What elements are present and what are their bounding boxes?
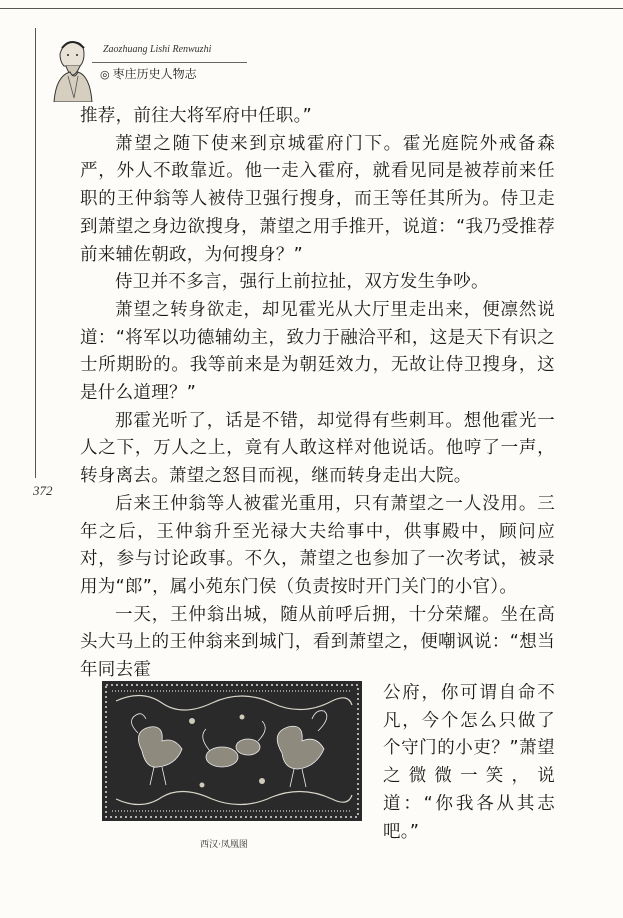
paragraph: 萧望之转身欲走，却见霍光从大厅里走出来，便凛然说道：“将军以功德辅幼主，致力于融洽平和，这是天下有识之士所期盼的。我等前来是为朝廷效力，无故让侍卫搜身，这是什么道理？”	[80, 299, 555, 404]
figure	[102, 681, 364, 839]
page-number: 372	[33, 483, 53, 498]
paragraph: 后来王仲翁等人被霍光重用，只有萧望之一人没用。三年之后，王仲翁升至光禄大夫给事中，供事殿中，顾问应对，参与讨论政事。不久，萧望之也参加了一次考试，被录用为“郎”，属小苑东门侯（负责按时开门关门的小官）。	[80, 493, 555, 597]
wrapped-paragraph: 公府，你可谓自命不凡，今个怎么只做了个守门的小吏？”萧望之微微一笑，说道：“你我各从其志吧。”	[383, 683, 555, 842]
side-rule	[35, 28, 36, 478]
double-circle-icon: ◎	[100, 68, 110, 81]
figure-caption: 西汉·凤凰图	[200, 840, 248, 850]
series-title-english: Zaozhuang Lishi Renwuzhi	[103, 44, 212, 55]
paragraph: 萧望之随下使来到京城霍府门下。霍光庭院外戒备森严，外人不敢靠近。他一走入霍府，就看见同是被荐前来任职的王仲翁等人被侍卫强行搜身，而王等任其所为。侍卫走到萧望之身边欲搜身，萧望之用手推开，说道：“我乃受推荐前来辅佐朝政，为何搜身？”	[80, 133, 555, 265]
phoenix-rubbing-image	[102, 681, 362, 821]
series-title-chinese	[100, 65, 197, 82]
body-text	[80, 103, 555, 685]
scholar-portrait-icon	[50, 36, 94, 102]
header-rule	[92, 62, 247, 63]
paragraph: 那霍光听了，话是不错，却觉得有些刺耳。想他霍光一人之下，万人之上，竟有人敢这样对他说话。他哼了一声，转身离去。萧望之怒目而视，继而转身走出大院。	[80, 410, 555, 487]
paragraph: 侍卫并不多言，强行上前拉扯，双方发生争吵。	[115, 272, 489, 293]
paragraph: 推荐，前往大将军府中任职。”	[80, 106, 313, 126]
paragraph: 一天，王仲翁出城，随从前呼后拥，十分荣耀。坐在高头大马上的王仲翁来到城门，看到萧望之，便嘲讽说：“想当年同去霍	[80, 604, 555, 681]
series-title-text: 枣庄历史人物志	[112, 67, 197, 81]
top-rule	[0, 8, 623, 9]
